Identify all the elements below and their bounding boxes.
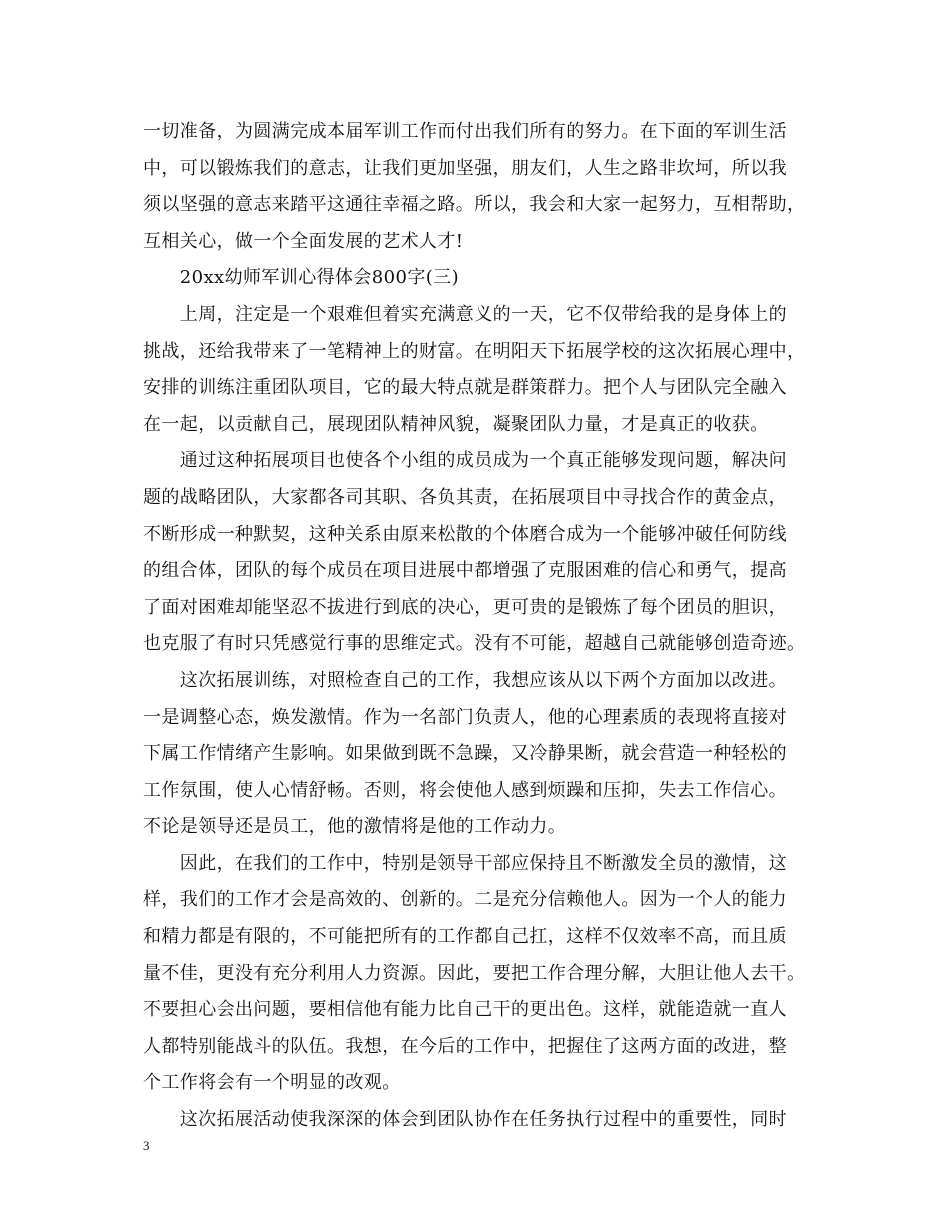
text-line: 通过这种拓展项目也使各个小组的成员成为一个真正能够发现问题，解决问 [143,450,787,472]
text-line: 和精力都是有限的，不可能把所有的工作都自己扛，这样不仅效率不高，而且质 [143,926,787,948]
text-line: 这次拓展活动使我深深的体会到团队协作在任务执行过程中的重要性，同时 [143,1109,787,1131]
text-line: 因此，在我们的工作中，特别是领导干部应保持且不断激发全员的激情，这 [143,852,787,874]
text-line: 一切准备，为圆满完成本届军训工作而付出我们所有的努力。在下面的军训生活 [143,121,787,142]
text-line: 不要担心会出问题，要相信他有能力比自己干的更出色。这样，就能造就一直人 [143,999,787,1021]
body-text [143,114,807,1139]
text-line: 工作氛围，使人心情舒畅。否则，将会使他人感到烦躁和压抑，失去工作信心。 [143,779,787,801]
text-line: 的组合体，团队的每个成员在项目进展中都增强了克服困难的信心和勇气，提高 [143,560,787,582]
text-line: 互相关心，做一个全面发展的艺术人才! [143,230,464,252]
text-line: 中，可以锻炼我们的意志，让我们更加坚强，朋友们，人生之路非坎坷，所以我 [143,157,787,179]
text-line: 了面对困难却能坚忍不拔进行到底的决心，更可贵的是锻炼了每个团员的胆识， [143,596,787,618]
text-line: 不断形成一种默契，这种关系由原来松散的个体磨合成为一个能够冲破任何防线 [143,523,787,545]
text-line: 人都特别能战斗的队伍。我想，在今后的工作中，把握住了这两方面的改进，整 [143,1035,787,1057]
text-line: 须以坚强的意志来踏平这通往幸福之路。所以，我会和大家一起努力，互相帮助， [143,194,806,216]
text-line: 安排的训练注重团队项目，它的最大特点就是群策群力。把个人与团队完全融入 [143,377,787,399]
text-line: 在一起，以贡献自己，展现团队精神风貌，凝聚团队力量，才是真正的收获。 [143,413,769,435]
text-line: 挑战，还给我带来了一笔精神上的财富。在明阳天下拓展学校的这次拓展心理中， [143,340,806,362]
page-number: 3 [143,1138,150,1153]
text-line: 也克服了有时只凭感觉行事的思维定式。没有不可能，超越自己就能够创造奇迹。 [143,633,806,655]
text-line: 量不佳，更没有充分利用人力资源。因此，要把工作合理分解，大胆让他人去干。 [143,962,806,984]
text-line: 这次拓展训练，对照检查自己的工作，我想应该从以下两个方面加以改进。 [143,669,787,691]
text-line: 上周，注定是一个艰难但着实充满意义的一天，它不仅带给我的是身体上的 [143,303,787,325]
text-line: 题的战略团队，大家都各司其职、各负其责，在拓展项目中寻找合作的黄金点， [143,486,787,508]
text-line: 不论是领导还是员工，他的激情将是他的工作动力。 [143,816,567,838]
text-line: 一是调整心态，焕发激情。作为一名部门负责人，他的心理素质的表现将直接对 [143,706,787,728]
text-line: 个工作将会有一个明显的改观。 [143,1072,401,1094]
text-line: 样，我们的工作才会是高效的、创新的。二是充分信赖他人。因为一个人的能力 [143,889,787,911]
text-line: 下属工作情绪产生影响。如果做到既不急躁，又冷静果断，就会营造一种轻松的 [143,743,787,765]
section-heading: 20xx幼师军训心得体会800字(三) [143,267,460,289]
